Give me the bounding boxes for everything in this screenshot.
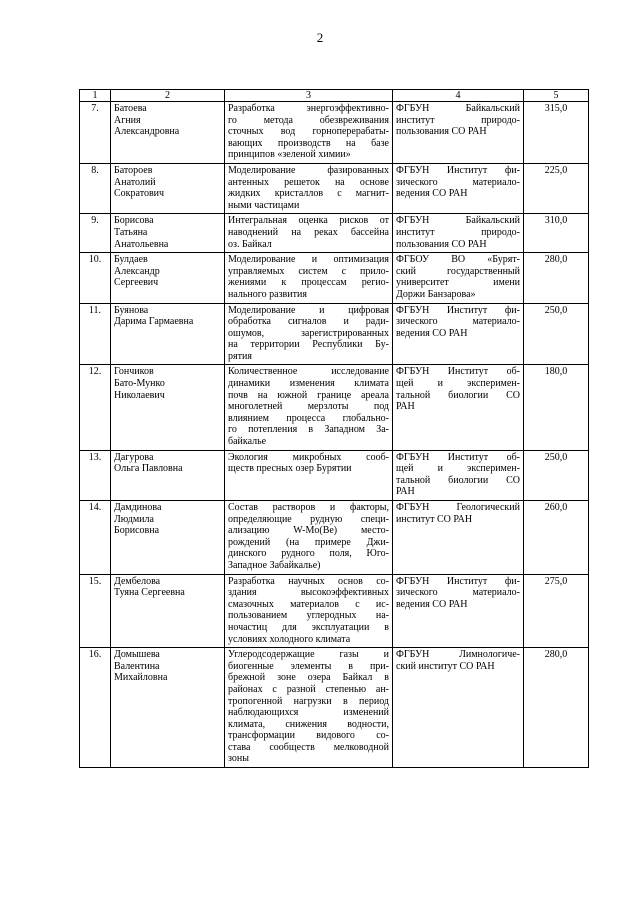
grant-amount: 250,0: [524, 450, 589, 500]
project-topic-line: на территории Республики Бу-: [228, 339, 389, 351]
row-number: 14.: [80, 501, 111, 575]
organization-line: ФГБУН Институт фи-: [396, 304, 520, 316]
project-topic-line: Углеродсодержащие газы и: [228, 649, 389, 661]
person-name-line: Сократович: [114, 188, 165, 200]
column-header: 1: [80, 90, 111, 102]
person-name-line: Сергеевич: [114, 277, 159, 289]
person-name-line: Дагурова: [114, 451, 154, 463]
project-topic-line: оз. Байкал: [228, 238, 272, 250]
project-topic-line: ночастиц для эксплуатации в: [228, 621, 389, 633]
grant-amount: 315,0: [524, 102, 589, 164]
person-name-line: Александр: [114, 265, 160, 277]
organization-line: университет имени: [396, 277, 520, 289]
project-topic-line: го потепления в Западном За-: [228, 424, 389, 436]
table-row: [80, 648, 589, 768]
column-header: 5: [524, 90, 589, 102]
organization-line: ведения СО РАН: [396, 188, 468, 200]
row-number: 11.: [80, 303, 111, 365]
person-name-line: Дембелова: [114, 575, 161, 587]
project-topic-line: здания высокоэффективных: [228, 587, 389, 599]
person-name-line: Борисовна: [114, 525, 160, 537]
project-topic-line: брежной зоне озера Байкал в: [228, 672, 389, 684]
grant-amount: 225,0: [524, 163, 589, 213]
grant-amount: 250,0: [524, 303, 589, 365]
person-name-line: Анатольевна: [114, 238, 169, 250]
row-number: 7.: [80, 102, 111, 164]
grant-amount: 260,0: [524, 501, 589, 575]
column-header: 4: [393, 90, 524, 102]
project-topic-line: наводнений на реках бассейна: [228, 226, 389, 238]
project-topic-line: динского рудного поля, Юго-: [228, 548, 389, 560]
project-topic-line: Моделирование и оптимизация: [228, 254, 389, 266]
project-topic-line: условиях холодного климата: [228, 633, 351, 645]
project-topic-line: рождений (на примере Джи-: [228, 536, 389, 548]
person-name: [111, 303, 225, 365]
organization-line: ведения СО РАН: [396, 598, 468, 610]
project-topic: [225, 648, 393, 768]
person-name-line: Агния: [114, 114, 141, 126]
person-name-line: Михайловна: [114, 672, 168, 684]
project-topic-line: многолетней мерзлоты под: [228, 401, 389, 413]
organization-line: щей и эксперимен-: [396, 463, 520, 475]
organization-line: зического материало-: [396, 316, 520, 328]
organization-line: ФГБУН Институт фи-: [396, 575, 520, 587]
organization: [393, 303, 524, 365]
person-name-line: Николаевич: [114, 389, 165, 401]
organization-line: зического материало-: [396, 176, 520, 188]
table-row: [80, 214, 589, 253]
project-topic-line: жениями к процессам регио-: [228, 277, 389, 289]
organization-line: ФГБУН Байкальский: [396, 215, 520, 227]
project-topic-line: трансформации видового со-: [228, 730, 389, 742]
person-name: [111, 214, 225, 253]
project-topic-line: го метода обезвреживания: [228, 114, 389, 126]
project-topic-line: управляемых систем с прило-: [228, 265, 389, 277]
project-topic-line: влиянием процесса глобально-: [228, 412, 389, 424]
row-number: 12.: [80, 365, 111, 450]
organization-line: ФГБУН Институт фи-: [396, 164, 520, 176]
project-topic-line: вающих производств на базе: [228, 137, 389, 149]
project-topic-line: обработка сигналов и ради-: [228, 316, 389, 328]
person-name-line: Туяна Сергеевна: [114, 587, 185, 599]
organization-line: РАН: [396, 486, 415, 498]
organization: [393, 253, 524, 303]
project-topic: [225, 501, 393, 575]
organization: [393, 102, 524, 164]
project-topic-line: ществ пресных озер Бурятии: [228, 463, 352, 475]
column-header: 2: [111, 90, 225, 102]
table-row: [80, 303, 589, 365]
row-number: 10.: [80, 253, 111, 303]
organization: [393, 450, 524, 500]
organization: [393, 648, 524, 768]
organization-line: тальной биологии СО: [396, 474, 520, 486]
organization-line: ФГБУН Институт об-: [396, 366, 520, 378]
project-topic-line: рятия: [228, 350, 252, 362]
organization-line: пользования СО РАН: [396, 238, 487, 250]
table-row: [80, 501, 589, 575]
page-number: 2: [316, 30, 324, 45]
project-topic-line: зоны: [228, 753, 249, 765]
organization: [393, 214, 524, 253]
person-name-line: Дамдинова: [114, 502, 162, 513]
project-topic-line: принципов «зеленой химии»: [228, 149, 351, 161]
organization-line: ФГБОУ ВО «Бурят-: [396, 254, 520, 266]
person-name-line: Анатолий: [114, 176, 156, 188]
person-name-line: Дарима Гармаевна: [114, 316, 194, 328]
organization-line: ФГБУН Институт об-: [396, 451, 520, 463]
table-row: [80, 253, 589, 303]
person-name-line: Буянова: [114, 304, 149, 316]
project-topic-line: жидких кристаллов с магнит-: [228, 188, 389, 200]
person-name: [111, 450, 225, 500]
grant-amount: 280,0: [524, 648, 589, 768]
organization: [393, 365, 524, 450]
project-topic: [225, 253, 393, 303]
project-topic-line: определяющие рудную специ-: [228, 513, 389, 525]
person-name: [111, 501, 225, 575]
project-topic-line: антенных решеток на основе: [228, 176, 389, 188]
row-number: 9.: [80, 214, 111, 253]
organization-line: институт СО РАН: [396, 513, 473, 525]
organization: [393, 501, 524, 575]
project-topic-line: Моделирование фазированных: [228, 164, 389, 176]
project-topic-line: биогенные элементы в при-: [228, 660, 389, 672]
organization-line: ФГБУН Геологический: [396, 502, 520, 513]
project-topic-line: районах с разной степенью ан-: [228, 683, 389, 695]
person-name-line: Ольга Павловна: [114, 463, 183, 475]
project-topic-line: ошумов, зарегистрированных: [228, 327, 389, 339]
organization: [393, 163, 524, 213]
project-topic-line: ализацию W-Mo(Be) место-: [228, 525, 389, 537]
table-row: [80, 365, 589, 450]
table-row: [80, 450, 589, 500]
grant-amount: 280,0: [524, 253, 589, 303]
organization-line: ский институт СО РАН: [396, 660, 495, 672]
project-topic-line: почв на южной границе ареала: [228, 389, 389, 401]
project-topic: [225, 303, 393, 365]
organization-line: зического материало-: [396, 587, 520, 599]
project-topic: [225, 574, 393, 648]
column-header: 3: [225, 90, 393, 102]
organization-line: ФГБУН Байкальский: [396, 103, 520, 114]
person-name-line: Батороев: [114, 164, 153, 176]
project-topic-line: наблюдающихся изменений: [228, 707, 389, 719]
organization-line: ский государственный: [396, 265, 520, 277]
project-topic-line: Количественное исследование: [228, 366, 389, 378]
project-topic-line: сточных вод горноперерабаты-: [228, 126, 389, 138]
project-topic-line: Состав растворов и факторы,: [228, 502, 389, 513]
person-name-line: Батоева: [114, 103, 147, 114]
project-topic: [225, 214, 393, 253]
project-topic-line: нального развития: [228, 288, 307, 300]
table-body: [80, 102, 589, 768]
organization-line: щей и эксперимен-: [396, 378, 520, 390]
row-number: 16.: [80, 648, 111, 768]
organization-line: институт природо-: [396, 114, 520, 126]
project-topic: [225, 365, 393, 450]
person-name-line: Татьяна: [114, 226, 148, 238]
person-name-line: Людмила: [114, 513, 154, 525]
project-topic-line: тропогенной нагрузки в период: [228, 695, 389, 707]
row-number: 15.: [80, 574, 111, 648]
grant-amount: 180,0: [524, 365, 589, 450]
person-name: [111, 253, 225, 303]
person-name-line: Борисова: [114, 215, 154, 227]
table-row: [80, 163, 589, 213]
organization-line: РАН: [396, 401, 415, 413]
grant-amount: 310,0: [524, 214, 589, 253]
project-topic: [225, 163, 393, 213]
row-number: 13.: [80, 450, 111, 500]
row-number: 8.: [80, 163, 111, 213]
table-row: [80, 574, 589, 648]
organization-line: пользования СО РАН: [396, 126, 487, 138]
project-topic-line: Интегральная оценка рисков от: [228, 215, 389, 227]
person-name-line: Бато-Мунко: [114, 378, 165, 390]
organization-line: ведения СО РАН: [396, 327, 468, 339]
project-topic-line: Разработка научных основ со-: [228, 575, 389, 587]
project-topic-line: Моделирование и цифровая: [228, 304, 389, 316]
project-topic-line: Экология микробных сооб-: [228, 451, 389, 463]
person-name-line: Валентина: [114, 660, 160, 672]
project-topic-line: климата, снижения водности,: [228, 718, 389, 730]
project-topic-line: Западное Забайкалье): [228, 559, 321, 571]
grants-table: [79, 89, 589, 768]
project-topic-line: динамики изменения климата: [228, 378, 389, 390]
organization-line: ФГБУН Лимнологиче-: [396, 649, 520, 661]
person-name: [111, 648, 225, 768]
organization-line: тальной биологии СО: [396, 389, 520, 401]
project-topic-line: ными частицами: [228, 199, 300, 211]
organization-line: Доржи Банзарова»: [396, 288, 476, 300]
person-name: [111, 163, 225, 213]
project-topic-line: Разработка энергоэффективно-: [228, 103, 389, 114]
person-name: [111, 365, 225, 450]
project-topic-line: смазочных материалов с ис-: [228, 598, 389, 610]
person-name: [111, 102, 225, 164]
table-row: [80, 102, 589, 164]
project-topic-line: байкалье: [228, 436, 267, 448]
project-topic-line: пользованием углеродных на-: [228, 610, 389, 622]
person-name: [111, 574, 225, 648]
person-name-line: Гончиков: [114, 366, 154, 378]
person-name-line: Булдаев: [114, 254, 148, 266]
project-topic: [225, 450, 393, 500]
organization-line: институт природо-: [396, 226, 520, 238]
project-topic-line: става сообществ мелководной: [228, 741, 389, 753]
person-name-line: Александровна: [114, 126, 180, 138]
table-header-row: [80, 90, 589, 102]
organization: [393, 574, 524, 648]
person-name-line: Домышева: [114, 649, 160, 661]
project-topic: [225, 102, 393, 164]
grant-amount: 275,0: [524, 574, 589, 648]
